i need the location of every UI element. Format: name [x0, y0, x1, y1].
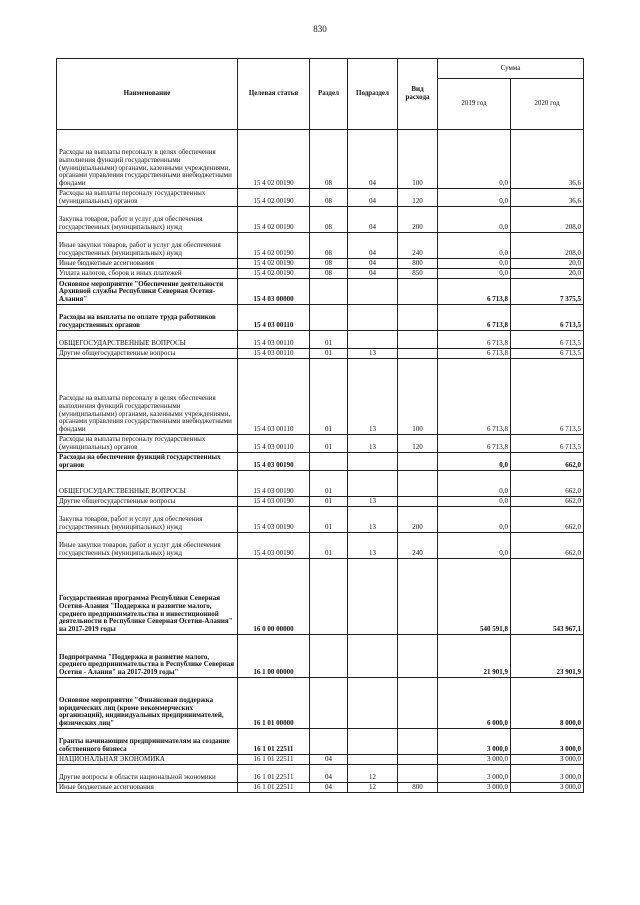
row-expense-type: 100 — [398, 359, 438, 435]
header-expense-type: Вид расхода — [398, 59, 438, 130]
row-sum-2020: 208,0 — [511, 233, 584, 259]
row-section — [310, 635, 348, 678]
row-target: 15 4 02 00190 — [238, 130, 310, 189]
row-sum-2019: 6 713,8 — [438, 349, 511, 359]
row-sum-2019: 6 713,8 — [438, 359, 511, 435]
row-name: Иные закупки товаров, работ и услуг для обеспечения государственных (муниципальных) нужд — [57, 533, 238, 559]
row-subsection — [348, 453, 398, 471]
row-sum-2020: 3 000,0 — [511, 765, 584, 783]
row-target: 15 4 03 00110 — [238, 359, 310, 435]
row-sum-2020: 662,0 — [511, 453, 584, 471]
row-sum-2019: 0,0 — [438, 533, 511, 559]
row-sum-2020: 6 713,5 — [511, 359, 584, 435]
row-sum-2020: 7 375,5 — [511, 279, 584, 305]
row-target: 15 4 03 00190 — [238, 497, 310, 507]
table-row — [57, 783, 584, 793]
row-sum-2020: 23 901,9 — [511, 635, 584, 678]
table-row — [57, 471, 584, 497]
row-sum-2019: 0,0 — [438, 471, 511, 497]
table-row — [57, 359, 584, 435]
header-sum: Сумма — [438, 59, 584, 79]
row-subsection: 04 — [348, 207, 398, 233]
table-row — [57, 635, 584, 678]
row-sum-2019: 3 000,0 — [438, 729, 511, 755]
row-section: 01 — [310, 507, 348, 533]
row-section: 04 — [310, 783, 348, 793]
row-sum-2019: 6 000,0 — [438, 678, 511, 729]
row-target: 16 1 01 22511 — [238, 765, 310, 783]
row-target: 15 4 03 00190 — [238, 533, 310, 559]
row-sum-2020: 6 713,5 — [511, 349, 584, 359]
row-name: Расходы на выплаты персоналу государственных (муниципальных) органов — [57, 189, 238, 207]
row-section: 08 — [310, 269, 348, 279]
row-name: ОБЩЕГОСУДАРСТВЕННЫЕ ВОПРОСЫ — [57, 331, 238, 349]
table-row — [57, 507, 584, 533]
row-expense-type — [398, 497, 438, 507]
row-name: Основное мероприятие "Финансовая поддержка юридических лиц (кроме некоммерческих организаций), индивидуальных предпринимателей, физических лиц" — [57, 678, 238, 729]
row-subsection: 13 — [348, 359, 398, 435]
row-sum-2020: 208,0 — [511, 207, 584, 233]
row-section: 08 — [310, 130, 348, 189]
table-row — [57, 497, 584, 507]
row-sum-2020: 3 000,0 — [511, 783, 584, 793]
row-subsection: 12 — [348, 765, 398, 783]
table-row — [57, 533, 584, 559]
row-subsection — [348, 331, 398, 349]
row-target: 15 4 03 00000 — [238, 279, 310, 305]
row-sum-2020: 662,0 — [511, 471, 584, 497]
row-section: 04 — [310, 755, 348, 765]
row-expense-type: 200 — [398, 207, 438, 233]
row-subsection — [348, 678, 398, 729]
row-sum-2019: 3 000,0 — [438, 755, 511, 765]
row-name: ОБЩЕГОСУДАРСТВЕННЫЕ ВОПРОСЫ — [57, 471, 238, 497]
row-subsection: 13 — [348, 507, 398, 533]
row-name: Гранты начинающим предпринимателям на создание собственного бизнеса — [57, 729, 238, 755]
row-sum-2020: 3 000,0 — [511, 729, 584, 755]
table-row — [57, 453, 584, 471]
row-subsection: 04 — [348, 189, 398, 207]
row-sum-2020: 6 713,5 — [511, 435, 584, 453]
row-name: Расходы на выплаты по оплате труда работников государственных органов — [57, 305, 238, 331]
row-expense-type — [398, 635, 438, 678]
row-name: Закупка товаров, работ и услуг для обеспечения государственных (муниципальных) нужд — [57, 207, 238, 233]
row-subsection — [348, 305, 398, 331]
row-name: Подпрограмма "Поддержка и развитие малого, среднего предпринимательства в Республике Северная Осетия - Алания" на 2017-2019 годы" — [57, 635, 238, 678]
row-subsection — [348, 279, 398, 305]
table-row — [57, 259, 584, 269]
row-section: 08 — [310, 189, 348, 207]
row-name: Расходы на выплаты персоналу в целях обеспечения выполнения функций государственными (муниципальными) органами, казенными учреждениями, органами управления государственными внебюджетными фондами — [57, 130, 238, 189]
row-section: 01 — [310, 349, 348, 359]
row-section: 08 — [310, 207, 348, 233]
row-sum-2020: 662,0 — [511, 497, 584, 507]
row-target: 15 4 03 00110 — [238, 435, 310, 453]
row-target: 15 4 02 00190 — [238, 259, 310, 269]
row-section — [310, 279, 348, 305]
row-sum-2019: 6 713,8 — [438, 435, 511, 453]
row-subsection: 13 — [348, 533, 398, 559]
table-row — [57, 233, 584, 259]
row-sum-2019: 21 901,9 — [438, 635, 511, 678]
row-subsection: 04 — [348, 130, 398, 189]
row-section — [310, 453, 348, 471]
row-sum-2019: 6 713,8 — [438, 331, 511, 349]
row-expense-type: 800 — [398, 783, 438, 793]
row-subsection — [348, 471, 398, 497]
row-sum-2019: 0,0 — [438, 233, 511, 259]
row-sum-2019: 0,0 — [438, 269, 511, 279]
table-row — [57, 755, 584, 765]
header-section: Раздел — [310, 59, 348, 130]
row-subsection: 13 — [348, 349, 398, 359]
row-sum-2019: 0,0 — [438, 130, 511, 189]
table-row — [57, 678, 584, 729]
row-section: 08 — [310, 259, 348, 269]
row-sum-2020: 662,0 — [511, 533, 584, 559]
row-target: 15 4 03 00110 — [238, 331, 310, 349]
table-row — [57, 435, 584, 453]
row-sum-2020: 36,6 — [511, 189, 584, 207]
row-expense-type: 100 — [398, 130, 438, 189]
table-row — [57, 279, 584, 305]
row-section: 01 — [310, 435, 348, 453]
row-target: 16 1 01 00000 — [238, 678, 310, 729]
table-row — [57, 349, 584, 359]
row-target: 16 1 00 00000 — [238, 635, 310, 678]
row-sum-2019: 0,0 — [438, 189, 511, 207]
row-name: Основное мероприятие "Обеспечение деятельности Архивной службы Республики Северная Осетия-Алания" — [57, 279, 238, 305]
row-sum-2019: 3 000,0 — [438, 765, 511, 783]
row-sum-2020: 6 713,5 — [511, 305, 584, 331]
table-row — [57, 207, 584, 233]
row-subsection: 04 — [348, 233, 398, 259]
row-expense-type — [398, 559, 438, 635]
row-expense-type: 120 — [398, 189, 438, 207]
row-expense-type — [398, 331, 438, 349]
row-name: Другие общегосударственные вопросы — [57, 349, 238, 359]
header-subsection: Подраздел — [348, 59, 398, 130]
row-section: 01 — [310, 331, 348, 349]
row-section: 08 — [310, 233, 348, 259]
row-sum-2019: 0,0 — [438, 507, 511, 533]
row-expense-type — [398, 765, 438, 783]
table-row — [57, 269, 584, 279]
row-target: 16 1 01 22511 — [238, 783, 310, 793]
row-sum-2019: 3 000,0 — [438, 783, 511, 793]
row-target: 15 4 02 00190 — [238, 233, 310, 259]
table-row — [57, 189, 584, 207]
row-sum-2020: 8 000,0 — [511, 678, 584, 729]
row-subsection — [348, 559, 398, 635]
row-target: 15 4 03 00190 — [238, 507, 310, 533]
table-row — [57, 729, 584, 755]
row-name: Иные бюджетные ассигнования — [57, 783, 238, 793]
row-expense-type: 850 — [398, 269, 438, 279]
row-subsection — [348, 635, 398, 678]
page-number: 830 — [313, 24, 327, 34]
row-expense-type: 240 — [398, 233, 438, 259]
row-section — [310, 729, 348, 755]
row-name: НАЦИОНАЛЬНАЯ ЭКОНОМИКА — [57, 755, 238, 765]
row-target: 16 0 00 00000 — [238, 559, 310, 635]
header-target: Целевая статья — [238, 59, 310, 130]
row-expense-type: 120 — [398, 435, 438, 453]
table-row — [57, 559, 584, 635]
row-name: Уплата налогов, сборов и иных платежей — [57, 269, 238, 279]
table-row — [57, 331, 584, 349]
row-subsection: 13 — [348, 435, 398, 453]
row-name: Расходы на обеспечение функций государственных органов — [57, 453, 238, 471]
row-sum-2020: 543 967,1 — [511, 559, 584, 635]
row-sum-2019: 0,0 — [438, 207, 511, 233]
header-year-2020: 2020 год — [511, 79, 584, 130]
row-name: Расходы на выплаты персоналу в целях обеспечения выполнения функций государственными (муниципальными) органами, казенными учреждениями, органами управления государственными внебюджетными фондами — [57, 359, 238, 435]
row-sum-2019: 0,0 — [438, 453, 511, 471]
budget-table — [56, 58, 584, 793]
table-row — [57, 305, 584, 331]
row-expense-type: 240 — [398, 533, 438, 559]
row-section — [310, 559, 348, 635]
row-sum-2020: 6 713,5 — [511, 331, 584, 349]
row-section — [310, 678, 348, 729]
row-sum-2019: 0,0 — [438, 259, 511, 269]
row-name: Закупка товаров, работ и услуг для обеспечения государственных (муниципальных) нужд — [57, 507, 238, 533]
row-sum-2020: 36,6 — [511, 130, 584, 189]
row-subsection: 13 — [348, 497, 398, 507]
row-sum-2019: 6 713,8 — [438, 305, 511, 331]
row-sum-2019: 540 591,8 — [438, 559, 511, 635]
row-name: Другие вопросы в области национальной экономики — [57, 765, 238, 783]
row-sum-2020: 662,0 — [511, 507, 584, 533]
row-expense-type — [398, 729, 438, 755]
row-target: 16 1 01 22511 — [238, 755, 310, 765]
row-sum-2020: 20,0 — [511, 259, 584, 269]
row-subsection: 12 — [348, 783, 398, 793]
row-sum-2019: 6 713,8 — [438, 279, 511, 305]
table-header — [57, 59, 584, 130]
row-expense-type — [398, 755, 438, 765]
table-row — [57, 130, 584, 189]
row-name: Другие общегосударственные вопросы — [57, 497, 238, 507]
row-target: 15 4 03 00190 — [238, 453, 310, 471]
row-section: 01 — [310, 359, 348, 435]
row-section: 01 — [310, 471, 348, 497]
row-sum-2020: 3 000,0 — [511, 755, 584, 765]
row-section — [310, 305, 348, 331]
header-name: Наименование — [57, 59, 238, 130]
row-expense-type: 800 — [398, 259, 438, 269]
row-expense-type — [398, 305, 438, 331]
row-target: 15 4 02 00190 — [238, 189, 310, 207]
header-year-2019: 2019 год — [438, 79, 511, 130]
row-expense-type — [398, 471, 438, 497]
row-expense-type — [398, 279, 438, 305]
row-name: Государственная программа Республики Северная Осетия-Алания "Поддержка и развитие малого, среднего предпринимательства и инвестиционной деятельности в Республике Северная Осетия-Алания" на 2017-2019 годы — [57, 559, 238, 635]
row-sum-2020: 20,0 — [511, 269, 584, 279]
row-section: 01 — [310, 497, 348, 507]
table-body — [57, 130, 584, 793]
row-target: 15 4 03 00110 — [238, 349, 310, 359]
row-name: Иные закупки товаров, работ и услуг для обеспечения государственных (муниципальных) нужд — [57, 233, 238, 259]
row-name: Иные бюджетные ассигнования — [57, 259, 238, 269]
row-expense-type — [398, 349, 438, 359]
row-sum-2019: 0,0 — [438, 497, 511, 507]
row-expense-type — [398, 453, 438, 471]
row-subsection: 04 — [348, 259, 398, 269]
row-subsection — [348, 729, 398, 755]
row-target: 15 4 03 00110 — [238, 305, 310, 331]
row-target: 15 4 02 00190 — [238, 207, 310, 233]
row-subsection: 04 — [348, 269, 398, 279]
row-target: 15 4 02 00190 — [238, 269, 310, 279]
row-name: Расходы на выплаты персоналу государственных (муниципальных) органов — [57, 435, 238, 453]
row-target: 15 4 03 00190 — [238, 471, 310, 497]
row-subsection — [348, 755, 398, 765]
row-target: 16 1 01 22511 — [238, 729, 310, 755]
row-section: 01 — [310, 533, 348, 559]
table-row — [57, 765, 584, 783]
row-section: 04 — [310, 765, 348, 783]
row-expense-type: 200 — [398, 507, 438, 533]
row-expense-type — [398, 678, 438, 729]
